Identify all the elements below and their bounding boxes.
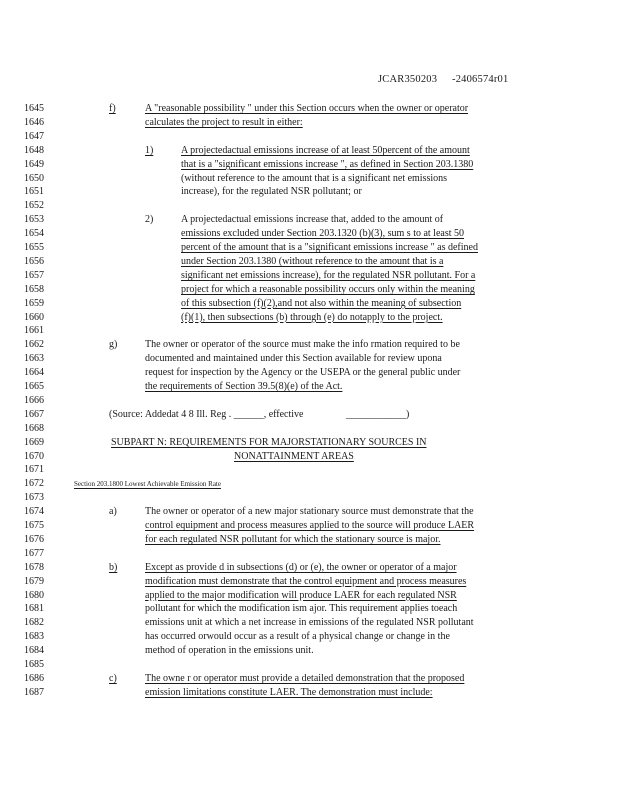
text-line <box>0 297 618 311</box>
line-number: 1683 <box>24 631 44 643</box>
text-line <box>0 436 618 450</box>
text-line <box>0 491 618 505</box>
line-text: calculates the project to result in either: <box>145 116 303 128</box>
line-number: 1645 <box>24 103 44 114</box>
line-text: modification must demonstrate that the control equipment and process measures <box>145 575 467 587</box>
text-line <box>0 589 618 603</box>
line-number: 1686 <box>24 672 44 684</box>
text-line <box>0 311 618 325</box>
line-number: 1653 <box>24 214 44 226</box>
line-text: emissions unit at which a net increase in emissions of the regulated NSR pollutant <box>145 617 474 629</box>
line-number: 1646 <box>24 116 44 128</box>
line-text: method of operation in the emissions unit. <box>145 645 314 657</box>
line-text: request for inspection by the Agency or the USEPA or the general public under <box>145 367 461 379</box>
text-line <box>0 630 618 644</box>
line-number: 1658 <box>24 283 44 295</box>
line-text: The owner or operator of a new major stationary source must demonstrate that the <box>145 506 474 518</box>
line-number: 1664 <box>24 367 44 379</box>
line-text: pollutant for which the modification ism ajor. This requirement applies toeach <box>145 603 458 615</box>
line-text: A "reasonable possibility " under this Section occurs when the owner or operator <box>145 103 469 114</box>
text-line <box>0 172 618 186</box>
text-line <box>0 672 618 686</box>
text-line <box>0 519 618 533</box>
line-text: 2) <box>145 214 154 226</box>
line-number: 1657 <box>24 269 44 281</box>
line-text: under Section 203.1380 (without reference to the amount that is a <box>181 255 444 267</box>
text-line <box>0 658 618 672</box>
line-number: 1667 <box>24 408 44 420</box>
line-text: The owne r or operator must provide a detailed demonstration that the proposed <box>145 672 465 684</box>
text-line <box>0 505 618 519</box>
text-line <box>0 269 618 283</box>
line-number: 1669 <box>24 436 44 448</box>
line-number: 1647 <box>24 130 44 142</box>
line-number: 1656 <box>24 255 44 267</box>
text-line <box>0 283 618 297</box>
text-line <box>0 241 618 255</box>
line-text: b) <box>109 561 118 573</box>
line-number: 1650 <box>24 172 44 184</box>
line-text: a) <box>109 506 117 518</box>
line-number: 1659 <box>24 297 44 309</box>
text-line <box>0 408 618 422</box>
text-line <box>0 227 618 241</box>
line-text: emission limitations constitute LAER. The demonstration must include: <box>145 686 433 698</box>
line-number: 1655 <box>24 242 44 253</box>
line-number: 1673 <box>24 492 44 504</box>
line-number: 1676 <box>24 533 44 545</box>
line-number: 1662 <box>24 339 44 351</box>
text-line <box>0 380 618 394</box>
line-text: the requirements of Section 39.5(8)(e) of the Act. <box>145 381 343 392</box>
line-number: 1680 <box>24 589 44 601</box>
line-text: documented and maintained under this Section available for review upona <box>145 353 442 365</box>
line-number: 1671 <box>24 464 44 476</box>
line-text: The owner or operator of the source must make the info rmation required to be <box>145 339 460 351</box>
line-number: 1649 <box>24 158 44 170</box>
text-line <box>0 130 618 144</box>
line-number: 1674 <box>24 506 44 518</box>
text-line <box>0 102 618 116</box>
text-line <box>0 644 618 658</box>
text-line <box>0 116 618 130</box>
text-line <box>0 547 618 561</box>
text-line <box>0 533 618 547</box>
line-text: (without reference to the amount that is a significant net emissions <box>181 172 448 184</box>
line-number: 1651 <box>24 186 44 198</box>
text-line <box>0 394 618 408</box>
text-line <box>0 686 618 700</box>
text-line <box>0 602 618 616</box>
line-number: 1675 <box>24 520 44 531</box>
line-text: f) <box>109 103 116 114</box>
line-text: c) <box>109 672 117 684</box>
line-text: Section 203.1800 Lowest Achievable Emission Rate <box>74 480 221 489</box>
text-line <box>0 616 618 630</box>
line-text: for each regulated NSR pollutant for which the stationary source is major. <box>145 533 441 545</box>
text-line <box>0 450 618 464</box>
line-number: 1665 <box>24 381 44 392</box>
line-text: A projectedactual emissions increase of at least 50percent of the amount <box>181 144 470 156</box>
document-code: JCAR350203 <box>378 74 438 85</box>
line-text: A projectedactual emissions increase that, added to the amount of <box>181 214 444 226</box>
line-number: 1678 <box>24 561 44 573</box>
line-number: 1663 <box>24 353 44 365</box>
line-number: 1666 <box>24 394 44 406</box>
line-text: (Source: Addedat 4 8 Ill. Reg . ______, effective <box>109 408 304 420</box>
line-number: 1687 <box>24 686 44 698</box>
line-number: 1668 <box>24 422 44 434</box>
line-text: emissions excluded under Section 203.1320 (b)(3), sum s to at least 50 <box>181 228 465 240</box>
text-line <box>0 477 618 491</box>
text-line <box>0 144 618 158</box>
line-text: g) <box>109 339 118 351</box>
text-line <box>0 463 618 477</box>
line-number: 1648 <box>24 144 44 156</box>
text-line <box>0 366 618 380</box>
line-text: 1) <box>145 144 154 156</box>
line-text: percent of the amount that is a "significant emissions increase " as defined <box>181 242 478 253</box>
line-text: (f)(1), then subsections (b) through (e) do notapply to the project. <box>181 311 443 323</box>
document-header <box>378 74 508 85</box>
line-number: 1677 <box>24 547 44 559</box>
document-version: -2406574r01 <box>452 74 509 85</box>
line-text: control equipment and process measures applied to the source will produce LAER <box>145 520 475 531</box>
text-line <box>0 575 618 589</box>
line-text: that is a "significant emissions increase ", as defined in Section 203.1380 <box>181 158 474 170</box>
text-line <box>0 561 618 575</box>
line-number: 1661 <box>24 325 44 337</box>
line-number: 1670 <box>24 450 44 462</box>
text-line <box>0 352 618 366</box>
line-number: 1679 <box>24 575 44 587</box>
line-text: has occurred orwould occur as a result of a physical change or change in the <box>145 631 450 643</box>
text-line <box>0 185 618 199</box>
text-line <box>0 158 618 172</box>
line-text: increase), for the regulated NSR pollutant; or <box>181 186 362 198</box>
text-line <box>0 199 618 213</box>
text-line <box>0 324 618 338</box>
line-text: applied to the major modification will produce LAER for each regulated NSR <box>145 589 457 601</box>
line-number: 1682 <box>24 617 44 629</box>
line-number: 1652 <box>24 200 44 212</box>
text-line <box>0 255 618 269</box>
line-text: Except as provide d in subsections (d) or (e), the owner or operator of a major <box>145 561 457 573</box>
line-text: ____________) <box>346 408 410 420</box>
line-number: 1660 <box>24 311 44 323</box>
text-line <box>0 422 618 436</box>
line-number: 1685 <box>24 659 44 670</box>
line-number: 1654 <box>24 228 44 240</box>
line-number: 1684 <box>24 645 44 657</box>
line-text: of this subsection (f)(2),and not also within the meaning of subsection <box>181 297 462 309</box>
line-number: 1681 <box>24 603 44 615</box>
line-number: 1672 <box>24 478 44 490</box>
line-text: project for which a reasonable possibility occurs only within the meaning <box>181 283 475 295</box>
line-text: significant net emissions increase), for the regulated NSR pollutant. For a <box>181 269 476 281</box>
line-text: NONATTAINMENT AREAS <box>234 450 354 462</box>
text-line <box>0 338 618 352</box>
text-line <box>0 213 618 227</box>
line-text: SUBPART N: REQUIREMENTS FOR MAJORSTATIONARY SOURCES IN <box>111 436 427 448</box>
